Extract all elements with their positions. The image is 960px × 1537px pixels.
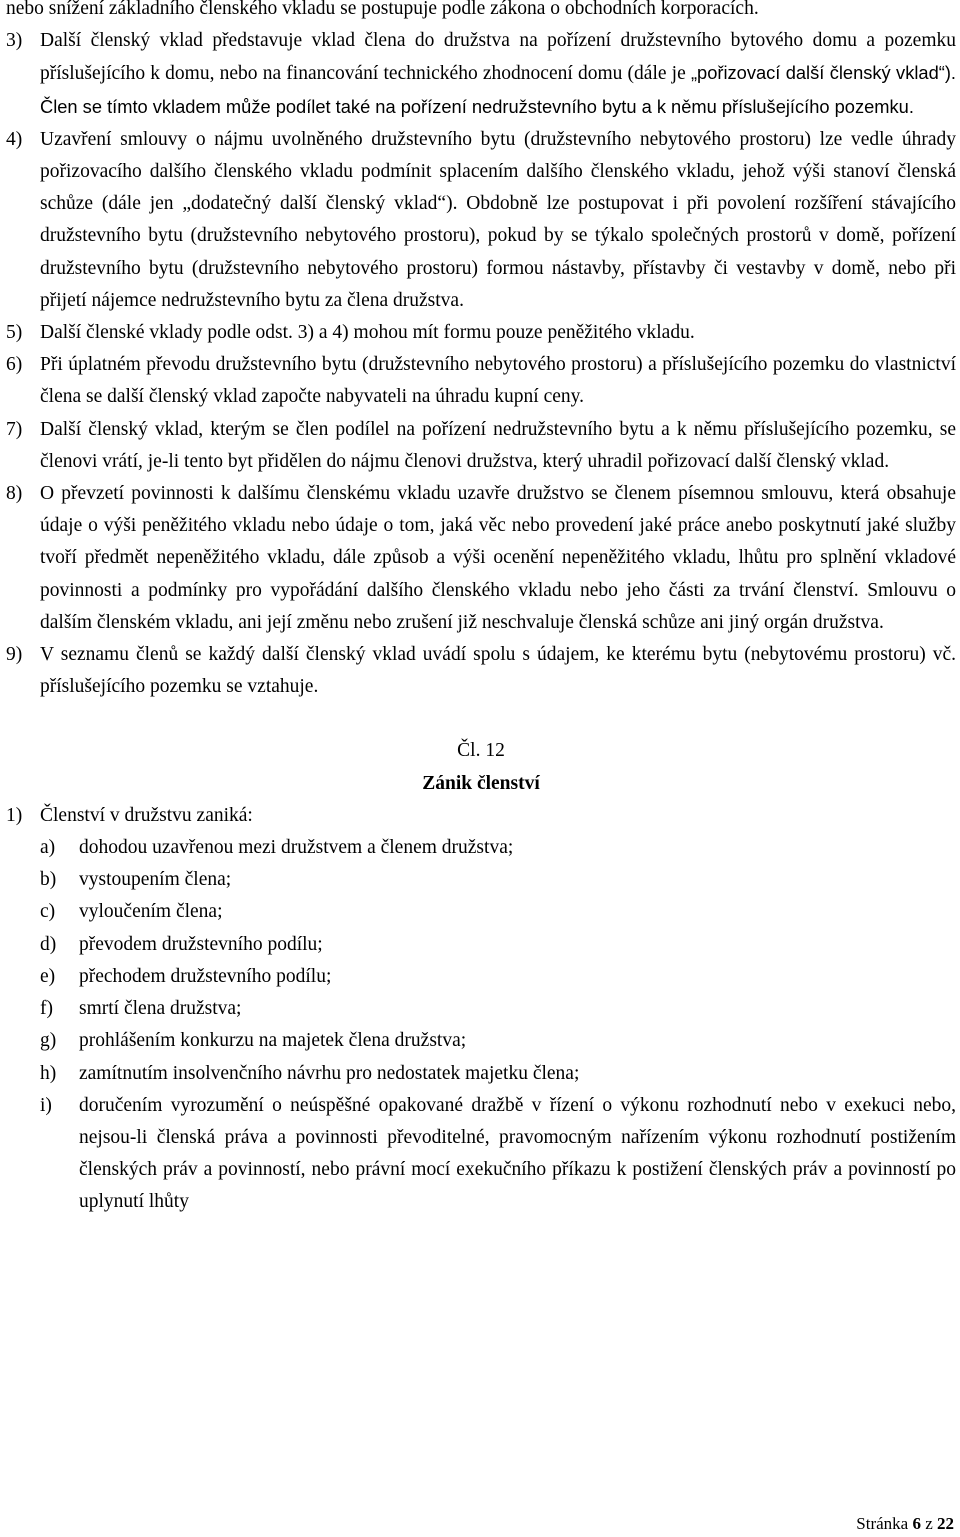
subitem-g bbox=[6, 1025, 956, 1057]
item-3 bbox=[6, 25, 956, 124]
item-number: 4) bbox=[6, 128, 23, 150]
subitem-letter: c) bbox=[40, 901, 56, 923]
subitem-text: přechodem družstevního podílu; bbox=[79, 965, 332, 987]
subitem-letter: f) bbox=[40, 998, 53, 1020]
item-text bbox=[40, 25, 956, 124]
item-text-part-sans: „pořizovací další členský vklad“). Člen se tímto vkladem může podílet také na pořízení nedružstevního bytu a k němu příslušejícího pozemku. bbox=[40, 62, 956, 117]
item-text-part: Uzavření smlouvy o nájmu uvolněného družstevního bytu (družstevního nebytového prostoru) lze vedle úhrady pořizovacího dalšího členského vkladu podmínit splacením dalšího členského vkladu, jehož výši stanoví členská schůze (dále jen bbox=[40, 128, 956, 215]
article-title: Zánik členství bbox=[422, 772, 540, 794]
subitem-text: smrtí člena družstva; bbox=[79, 998, 242, 1020]
item-number: 8) bbox=[6, 483, 23, 505]
item-5 bbox=[6, 317, 956, 349]
subitem-text: vystoupením člena; bbox=[79, 869, 232, 891]
subitem-text: dohodou uzavřenou mezi družstvem a členem družstva; bbox=[79, 837, 514, 859]
item-number: 9) bbox=[6, 644, 23, 666]
subitem-b bbox=[6, 864, 956, 896]
subitem-text: vyloučením člena; bbox=[79, 901, 223, 923]
item-number: 6) bbox=[6, 354, 23, 376]
subitem-h bbox=[6, 1058, 956, 1090]
footer-page-number: 6 bbox=[912, 1514, 921, 1533]
item-text: V seznamu členů se každý další členský vklad uvádí spolu s údajem, ke kterému bytu (nebytovému prostoru) vč. příslušejícího pozemku se vztahuje. bbox=[40, 644, 956, 698]
subitem-i bbox=[6, 1090, 956, 1219]
subitem-letter: e) bbox=[40, 965, 56, 987]
footer-label: Stránka bbox=[856, 1514, 909, 1533]
subitem-letter: a) bbox=[40, 837, 56, 859]
article-number: Čl. 12 bbox=[457, 740, 505, 762]
item-text-part: Další členský vklad představuje vklad člena do družstva na pořízení družstevního bytového domu a pozemku příslušejícího k domu, nebo na financování technického zhodnocení domu (dále je bbox=[40, 30, 956, 85]
item-text-part: Obdobně lze postupovat i při povolení rozšíření stávajícího družstevního bytu (družstevního nebytového prostoru), pokud by se týkalo společných prostorů v domě, pořízení družstevního bytu (družstevního nebytového prostoru) formou nástavby, přístavby či vestavby v domě, nebo při přijetí nájemce nedružstevního bytu za člena družstva. bbox=[40, 193, 957, 311]
item-6 bbox=[6, 349, 956, 413]
clause-intro: Členství v družstvu zaniká: bbox=[40, 804, 253, 826]
item-number: 7) bbox=[6, 418, 23, 440]
subitem-letter: g) bbox=[40, 1030, 57, 1052]
subitem-text: prohlášením konkurzu na majetek člena družstva; bbox=[79, 1030, 467, 1052]
footer-of: z bbox=[925, 1514, 933, 1533]
item-7 bbox=[6, 414, 956, 478]
subitem-text: doručením vyrozumění o neúspěšné opakované dražbě v řízení o výkonu rozhodnutí nebo v exekuci nebo, nejsou-li členská práva a povinnosti převoditelné, pravomocným nařízením výkonu rozhodnutí postižením členských práv a povinností, nebo právní mocí exekučního příkazu k postižení členských práv a povinností po uplynutí lhůty bbox=[79, 1094, 956, 1213]
item-text-part: „dodatečný další členský vklad“). bbox=[182, 193, 458, 215]
item-text: Další členský vklad, kterým se člen podílel na pořízení nedružstevního bytu a k němu příslušejícího pozemku, se členovi vrátí, je-li tento byt přidělen do nájmu členovi družstva, který uhradil pořizovací další členský vklad. bbox=[40, 418, 956, 472]
continuation-paragraph: nebo snížení základního členského vkladu se postupuje podle zákona o obchodních korporacích. bbox=[6, 0, 759, 19]
item-text bbox=[40, 124, 956, 317]
subitem-letter: h) bbox=[40, 1062, 57, 1084]
subitem-e bbox=[6, 961, 956, 993]
document-page bbox=[6, 0, 956, 1219]
subitem-d bbox=[6, 929, 956, 961]
clause-1 bbox=[6, 800, 956, 832]
item-text: Při úplatném převodu družstevního bytu (družstevního nebytového prostoru) a příslušejícího pozemku do vlastnictví člena se další členský vklad započte nabyvateli na úhradu kupní ceny. bbox=[40, 354, 956, 408]
page-footer bbox=[856, 1514, 954, 1534]
item-text: O převzetí povinnosti k dalšímu členskému vkladu uzavře družstvo se členem písemnou smlouvu, která obsahuje údaje o výši peněžitého vkladu nebo údaje o tom, jaká věc nebo provedení jaké práce anebo poskytnutí jaké služby tvoří předmět nepeněžitého vkladu, dále způsob a výši ocenění nepeněžitého vkladu, lhůtu pro splnění vkladové povinnosti a podmínky pro vypořádání dalšího členského vkladu nebo jeho části za trvání členství. Smlouvu o dalším členském vkladu, ani její změnu nebo zrušení již neschvaluje členská schůze ani jiný orgán družstva. bbox=[40, 483, 956, 633]
subitem-c bbox=[6, 896, 956, 928]
footer-page-total: 22 bbox=[937, 1514, 954, 1533]
spacer bbox=[6, 703, 956, 735]
subitem-f bbox=[6, 993, 956, 1025]
clause-number: 1) bbox=[6, 804, 23, 826]
item-number: 3) bbox=[6, 30, 23, 52]
item-8 bbox=[6, 478, 956, 639]
subitem-letter: d) bbox=[40, 933, 57, 955]
subitem-text: převodem družstevního podílu; bbox=[79, 933, 323, 955]
item-4 bbox=[6, 124, 956, 317]
subitem-letter: i) bbox=[40, 1094, 52, 1116]
subitem-text: zamítnutím insolvenčního návrhu pro nedostatek majetku člena; bbox=[79, 1062, 580, 1084]
item-text: Další členské vklady podle odst. 3) a 4) mohou mít formu pouze peněžitého vkladu. bbox=[40, 322, 695, 344]
subitem-letter: b) bbox=[40, 869, 57, 891]
item-number: 5) bbox=[6, 322, 23, 344]
item-9 bbox=[6, 639, 956, 703]
subitem-a bbox=[6, 832, 956, 864]
